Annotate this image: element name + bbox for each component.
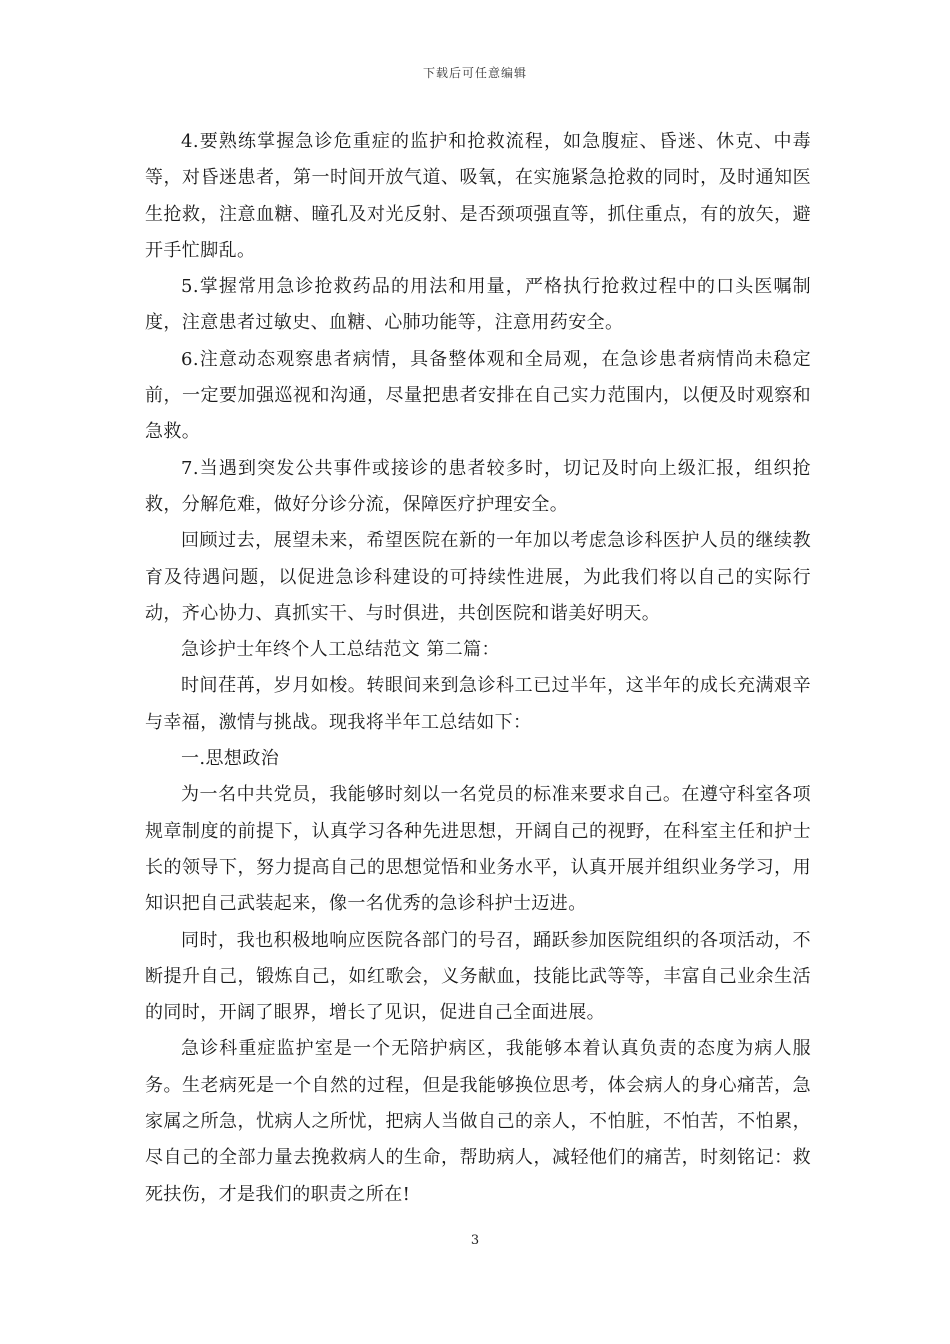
paragraph-party-member: 为一名中共党员，我能够时刻以一名党员的标准来要求自己。在遵守科室各项规章制度的前提下，认真学习各种先进思想，开阔自己的视野，在科室主任和护士长的领导下，努力提高自己的思想觉悟和业务水平，认真开展并组织业务学习，用知识把自己武装起来，像一名优秀的急诊科护士迈进。 xyxy=(145,784,811,915)
page-header: 下载后可任意编辑 xyxy=(422,66,527,80)
section-title: 急诊护士年终个人工总结范文 第二篇： xyxy=(181,639,500,661)
document-body xyxy=(145,124,811,1213)
paragraph-intro: 时间荏苒，岁月如梭。转眼间来到急诊科工已过半年，这半年的成长充满艰辛与幸福，激情与挑战。现我将半年工总结如下： xyxy=(145,675,811,733)
paragraph-icu: 急诊科重症监护室是一个无陪护病区，我能够本着认真负责的态度为病人服务。生老病死是一个自然的过程，但是我能够换位思考，体会病人的身心痛苦，急家属之所急，忧病人之所忧，把病人当做自己的亲人，不怕脏，不怕苦，不怕累，尽自己的全部力量去挽救病人的生命，帮助病人，减轻他们的痛苦，时刻铭记：救死扶伤，才是我们的职责之所在! xyxy=(145,1038,811,1205)
subsection-heading: 一.思想政治 xyxy=(181,748,280,770)
paragraph-review: 回顾过去，展望未来，希望医院在新的一年加以考虑急诊科医护人员的继续教育及待遇问题，以促进急诊科建设的可持续性进展，为此我们将以自己的实际行动，齐心协力、真抓实干、与时俱进，共创医院和谐美好明天。 xyxy=(145,530,811,624)
paragraph-activities: 同时，我也积极地响应医院各部门的号召，踊跃参加医院组织的各项活动，不断提升自己，锻炼自己，如红歌会，义务献血，技能比武等等，丰富自己业余生活的同时，开阔了眼界，增长了见识，促进自己全面进展。 xyxy=(145,929,811,1024)
paragraph-item-6: 6.注意动态观察患者病情，具备整体观和全局观，在急诊患者病情尚未稳定前，一定要加强巡视和沟通，尽量把患者安排在自己实力范围内，以便及时观察和急救。 xyxy=(145,348,811,443)
paragraph-item-5: 5.掌握常用急诊抢救药品的用法和用量，严格执行抢救过程中的口头医嘱制度，注意患者过敏史、血糖、心肺功能等，注意用药安全。 xyxy=(145,276,811,334)
paragraph-item-7: 7.当遇到突发公共事件或接诊的患者较多时，切记及时向上级汇报，组织抢救，分解危难，做好分诊分流，保障医疗护理安全。 xyxy=(145,457,811,515)
paragraph-item-4: 4.要熟练掌握急诊危重症的监护和抢救流程，如急腹症、昏迷、休克、中毒等，对昏迷患者，第一时间开放气道、吸氧，在实施紧急抢救的同时，及时通知医生抢救，注意血糖、瞳孔及对光反射、是否颈项强直等，抓住重点，有的放矢，避开手忙脚乱。 xyxy=(145,131,811,261)
page-number: 3 xyxy=(470,1233,480,1248)
